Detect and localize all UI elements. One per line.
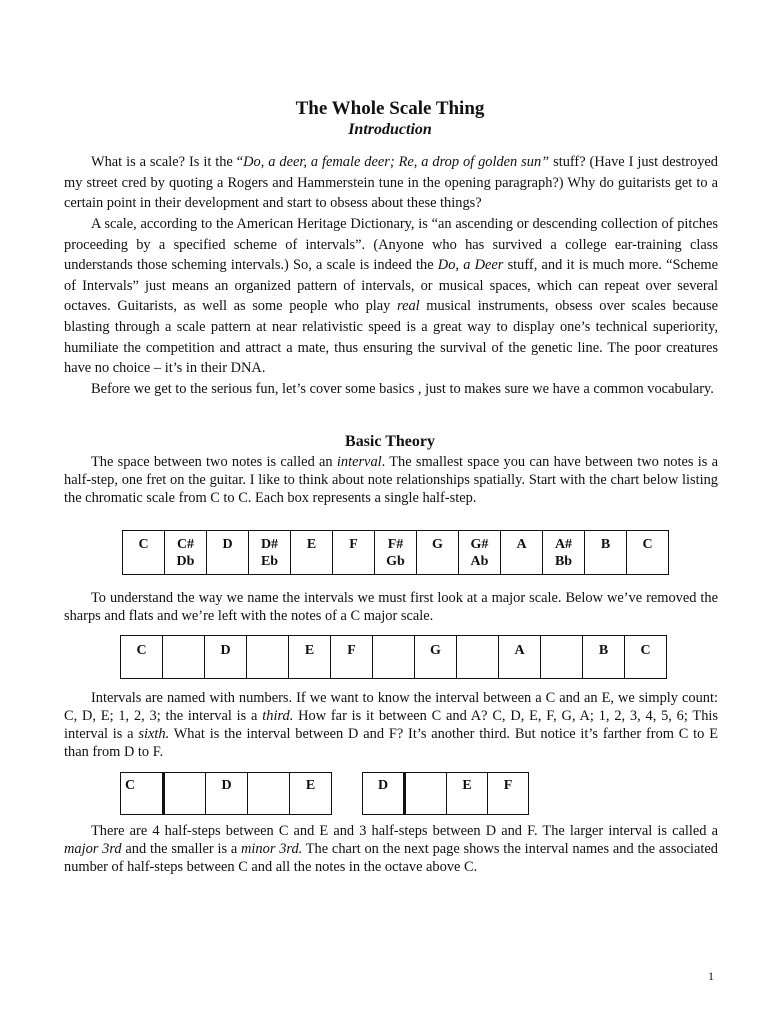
note-cell [249, 531, 291, 575]
note-cell [206, 773, 248, 815]
note-label: E [462, 778, 472, 793]
note-cell [331, 636, 373, 679]
empty-note-cell [247, 636, 289, 679]
third-d-to-f-chart [362, 772, 529, 815]
empty-note-cell [248, 773, 290, 815]
note-cell [459, 531, 501, 575]
note-label: F [349, 537, 358, 552]
note-label [163, 636, 204, 642]
emphasis-text: interval [336, 454, 382, 470]
note-label: C [125, 778, 136, 793]
third-d-to-f-row [363, 773, 529, 815]
note-cell [333, 531, 375, 575]
note-label: F# Gb [386, 537, 405, 569]
note-cell [625, 636, 667, 679]
note-label: C [138, 537, 149, 552]
chromatic-scale-row [123, 531, 669, 575]
note-label: A# Bb [554, 537, 573, 569]
note-label: B [600, 537, 611, 552]
note-cell [375, 531, 417, 575]
note-label: D# Eb [260, 537, 279, 569]
note-cell [488, 773, 529, 815]
note-label: D [377, 778, 389, 793]
page-number: 1 [708, 969, 714, 983]
note-label: G# Ab [470, 537, 489, 569]
text-run: What is a scale? Is it the “ [91, 154, 244, 170]
note-cell [121, 773, 164, 815]
note-label [248, 773, 289, 777]
major-scale-paragraph [64, 589, 718, 625]
intervals-paragraph [64, 689, 718, 761]
third-c-to-e-chart [120, 772, 332, 815]
text-run: musical instruments, obsess over scales because blasting through a scale pattern at near relativistic speed is a great way to display one’s technical superiority, humiliate the competition and attract a mate, thus ensuring the survival of the genetic line. The poor creatures have no choice – it’s in their DNA. [64, 298, 718, 377]
note-label: G [430, 643, 441, 658]
closing-paragraph [64, 822, 718, 876]
intro-paragraph-1 [64, 152, 718, 214]
note-cell [205, 636, 247, 679]
note-cell [291, 531, 333, 575]
note-label: D [220, 643, 231, 658]
emphasis-text: third. [262, 708, 294, 724]
note-label [457, 636, 498, 642]
note-label: E [306, 537, 317, 552]
note-label [406, 773, 446, 777]
emphasis-text: Do, a deer, a female deer; Re, a drop of golden sun” [243, 154, 550, 170]
note-cell [121, 636, 163, 679]
note-cell [289, 636, 331, 679]
text-run: Before we get to the serious fun, let’s cover some basics , just to makes sure we have a common vocabulary. [91, 381, 714, 397]
empty-note-cell [164, 773, 206, 815]
note-cell [165, 531, 207, 575]
text-run: To understand the way we name the intervals we must first look at a major scale. Below we’ve removed the sharps and flats and we’re left with the notes of a C major scale. [64, 590, 718, 624]
note-label: F [347, 643, 356, 658]
major-scale-row [121, 636, 667, 679]
note-label: C# Db [176, 537, 195, 569]
note-cell [415, 636, 457, 679]
text-run: The space between two notes is called an [91, 454, 337, 470]
empty-note-cell [405, 773, 447, 815]
note-cell [363, 773, 405, 815]
note-label: C [136, 643, 147, 658]
note-label [247, 636, 288, 642]
emphasis-text: Do, a Deer [437, 257, 504, 274]
note-cell [290, 773, 332, 815]
note-cell [499, 636, 541, 679]
emphasis-text: major 3rd [64, 841, 122, 857]
note-label: D [221, 778, 232, 793]
note-cell [123, 531, 165, 575]
text-run: What is the interval between D and F? It’s another third. But notice it’s farther from C to E than from D to F. [64, 726, 718, 760]
note-cell [543, 531, 585, 575]
text-run: and the smaller is a [121, 841, 242, 857]
note-label [373, 636, 414, 642]
note-label: D [222, 537, 233, 552]
text-run: . The smallest space you can have between two notes is a half-step, one fret on the guitar. I like to think about note relationships spatially. Start with the chart below listing the chromatic scale from C to C. Each box represents a single half-step. [64, 454, 718, 506]
text-run: stuff? (Have I just destroyed my street cred by quoting a Rogers and Hammerstein tune in the opening paragraph?) Why do guitarists get to a certain point in their development and start to obsess about these things? [64, 154, 718, 212]
note-label: G [432, 537, 443, 552]
note-cell [583, 636, 625, 679]
note-label: C [640, 643, 651, 658]
note-label: E [304, 643, 315, 658]
note-label: A [516, 537, 527, 552]
chromatic-scale-chart [122, 530, 669, 575]
note-cell [417, 531, 459, 575]
emphasis-text: real [397, 298, 420, 315]
empty-note-cell [541, 636, 583, 679]
note-cell [447, 773, 488, 815]
text-run: Intervals are named with numbers. If we want to know the interval between a C and an E, we simply count: C, D, E; 1, 2, 3; the interval is a [64, 690, 718, 724]
note-label [541, 636, 582, 642]
note-cell [501, 531, 543, 575]
document-title: The Whole Scale Thing [295, 98, 485, 119]
emphasis-text: minor 3rd. [241, 841, 303, 857]
note-label: E [305, 778, 316, 793]
note-cell [585, 531, 627, 575]
emphasis-text: sixth. [138, 726, 170, 742]
third-c-to-e-row [121, 773, 332, 815]
note-label: B [598, 643, 609, 658]
text-run: stuff, and it is much more. “Scheme of Intervals” just means an organized pattern of intervals, or musical spaces, which can repeat over several octaves. Guitarists, as well as some people who play [64, 257, 719, 315]
note-label [165, 773, 205, 777]
intro-paragraph-3 [64, 379, 718, 400]
text-run: A scale, according to the American Heritage Dictionary, is “an ascending or descending collection of pitches proceeding by a specified scheme of intervals”. (Anyone who has survived a college ear-training class understands those scheming intervals.) So, a scale is indeed the [64, 216, 718, 274]
note-cell [627, 531, 669, 575]
note-label: C [642, 537, 653, 552]
section-heading: Basic Theory [345, 433, 435, 450]
empty-note-cell [163, 636, 205, 679]
document-subtitle: Introduction [348, 121, 432, 138]
text-run: How far is it between C and A? C, D, E, F, G, A; 1, 2, 3, 4, 5, 6; This interval is a [64, 708, 718, 742]
note-cell [207, 531, 249, 575]
major-scale-chart [120, 635, 667, 679]
note-label: A [514, 643, 525, 658]
note-label: F [503, 778, 513, 793]
intro-paragraph-2 [64, 214, 718, 379]
empty-note-cell [457, 636, 499, 679]
text-run: The chart on the next page shows the interval names and the associated number of half-steps between C and all the notes in the octave above C. [64, 841, 718, 875]
text-run: There are 4 half-steps between C and E and 3 half-steps between D and F. The larger interval is called a [91, 823, 718, 839]
empty-note-cell [373, 636, 415, 679]
basic-theory-paragraph [64, 453, 718, 507]
